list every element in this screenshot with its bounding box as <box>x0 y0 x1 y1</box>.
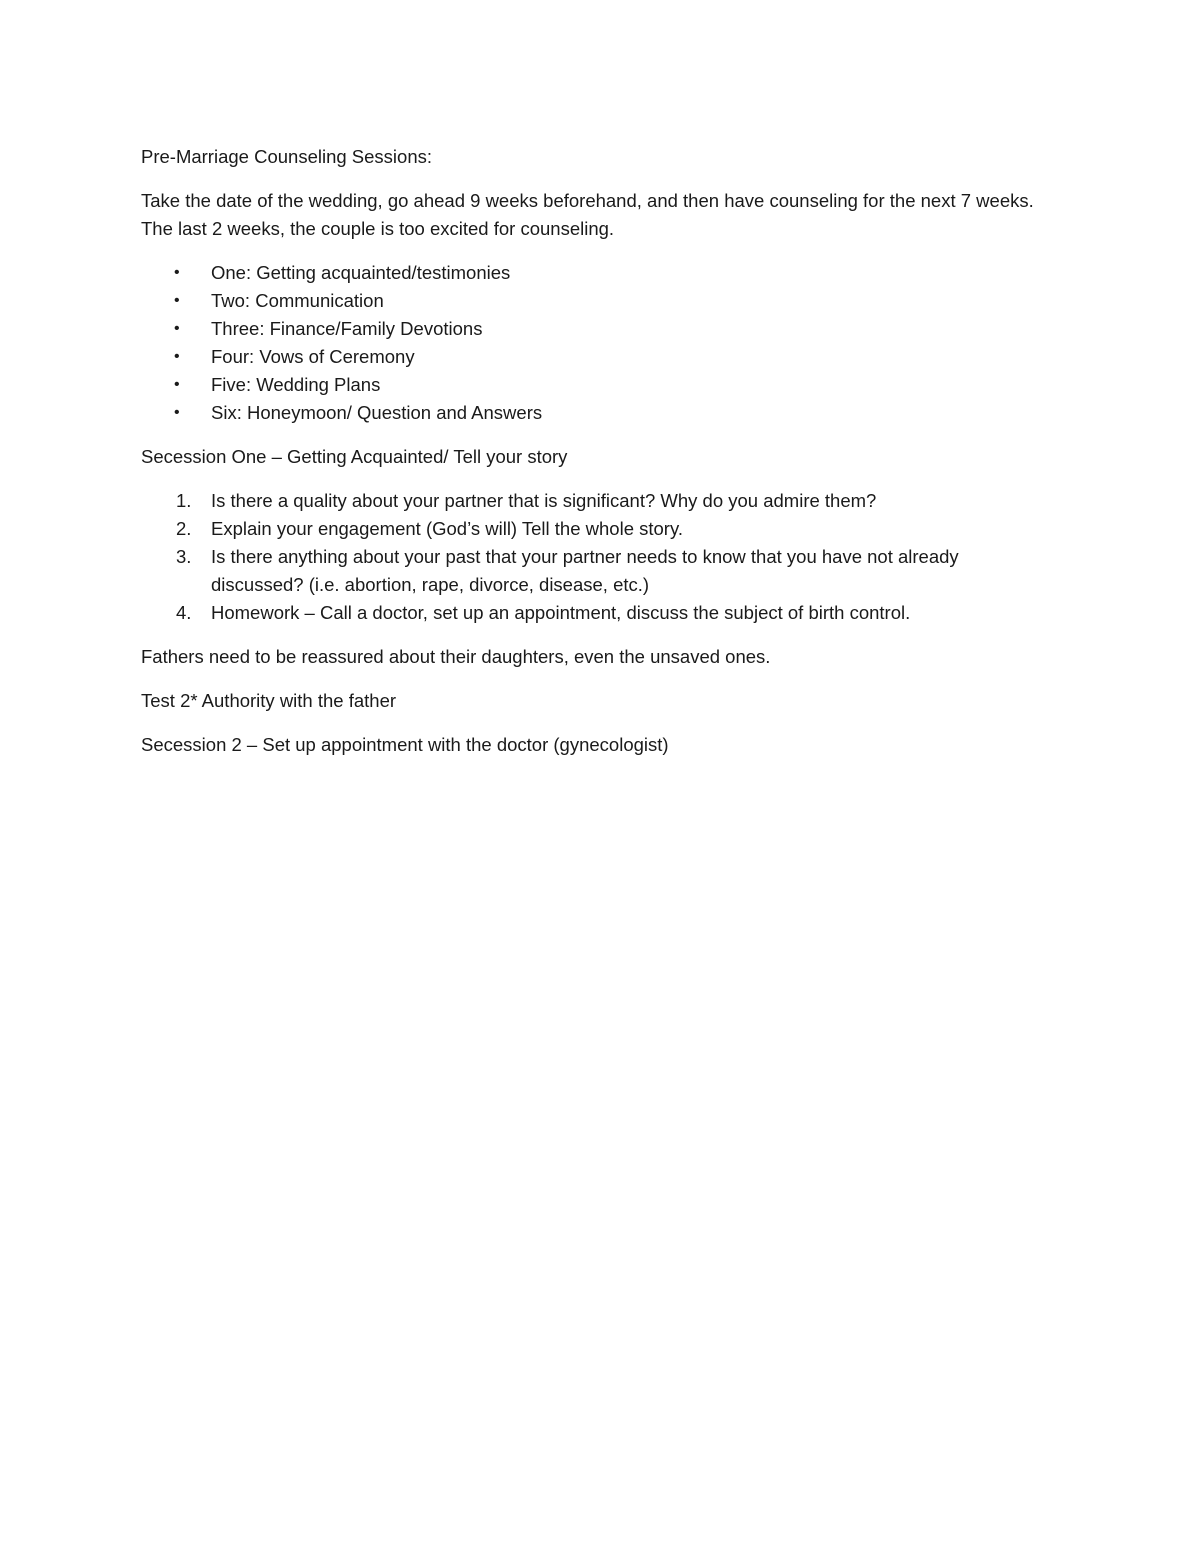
sessions-bullet-list <box>141 259 1041 427</box>
bullet-icon: • <box>174 264 180 281</box>
list-item-text: Six: Honeymoon/ Question and Answers <box>211 402 543 423</box>
bullet-icon: • <box>174 404 180 421</box>
list-item <box>141 515 1041 543</box>
list-item-text: Five: Wedding Plans <box>211 374 381 395</box>
list-item <box>141 599 1041 627</box>
list-item-text: One: Getting acquainted/testimonies <box>211 262 511 283</box>
bullet-icon: • <box>174 376 180 393</box>
bullet-icon: • <box>174 348 180 365</box>
list-item-text: Three: Finance/Family Devotions <box>211 318 483 339</box>
bullet-icon: • <box>174 292 180 309</box>
list-item <box>141 343 1041 371</box>
session-one-heading: Secession One – Getting Acquainted/ Tell your story <box>141 446 568 467</box>
list-item <box>141 315 1041 343</box>
intro-paragraph: Take the date of the wedding, go ahead 9 weeks beforehand, and then have counseling for the next 7 weeks. The last 2 weeks, the couple is too excited for counseling. <box>141 190 1034 239</box>
list-item <box>141 543 1041 599</box>
list-item <box>141 371 1041 399</box>
document-title: Pre-Marriage Counseling Sessions: <box>141 146 432 167</box>
list-item <box>141 487 1041 515</box>
list-item-text: Is there anything about your past that your partner needs to know that you have not already discussed? (i.e. abortion, rape, divorce, disease, etc.) <box>211 546 959 595</box>
list-item-text: Homework – Call a doctor, set up an appointment, discuss the subject of birth control. <box>211 602 911 623</box>
list-item <box>141 259 1041 287</box>
list-number: 2. <box>176 518 192 539</box>
list-item-text: Two: Communication <box>211 290 384 311</box>
fathers-note: Fathers need to be reassured about their daughters, even the unsaved ones. <box>141 646 771 667</box>
list-item-text: Four: Vows of Ceremony <box>211 346 415 367</box>
list-item <box>141 399 1041 427</box>
session-one-numbered-list <box>141 487 1041 627</box>
list-number: 3. <box>176 546 192 567</box>
document-body <box>141 143 1041 775</box>
list-item <box>141 287 1041 315</box>
list-item-text: Explain your engagement (God’s will) Tell the whole story. <box>211 518 683 539</box>
session-two-heading: Secession 2 – Set up appointment with the doctor (gynecologist) <box>141 734 669 755</box>
test-note: Test 2* Authority with the father <box>141 690 397 711</box>
list-number: 1. <box>176 490 192 511</box>
bullet-icon: • <box>174 320 180 337</box>
list-item-text: Is there a quality about your partner that is significant? Why do you admire them? <box>211 490 877 511</box>
list-number: 4. <box>176 602 192 623</box>
